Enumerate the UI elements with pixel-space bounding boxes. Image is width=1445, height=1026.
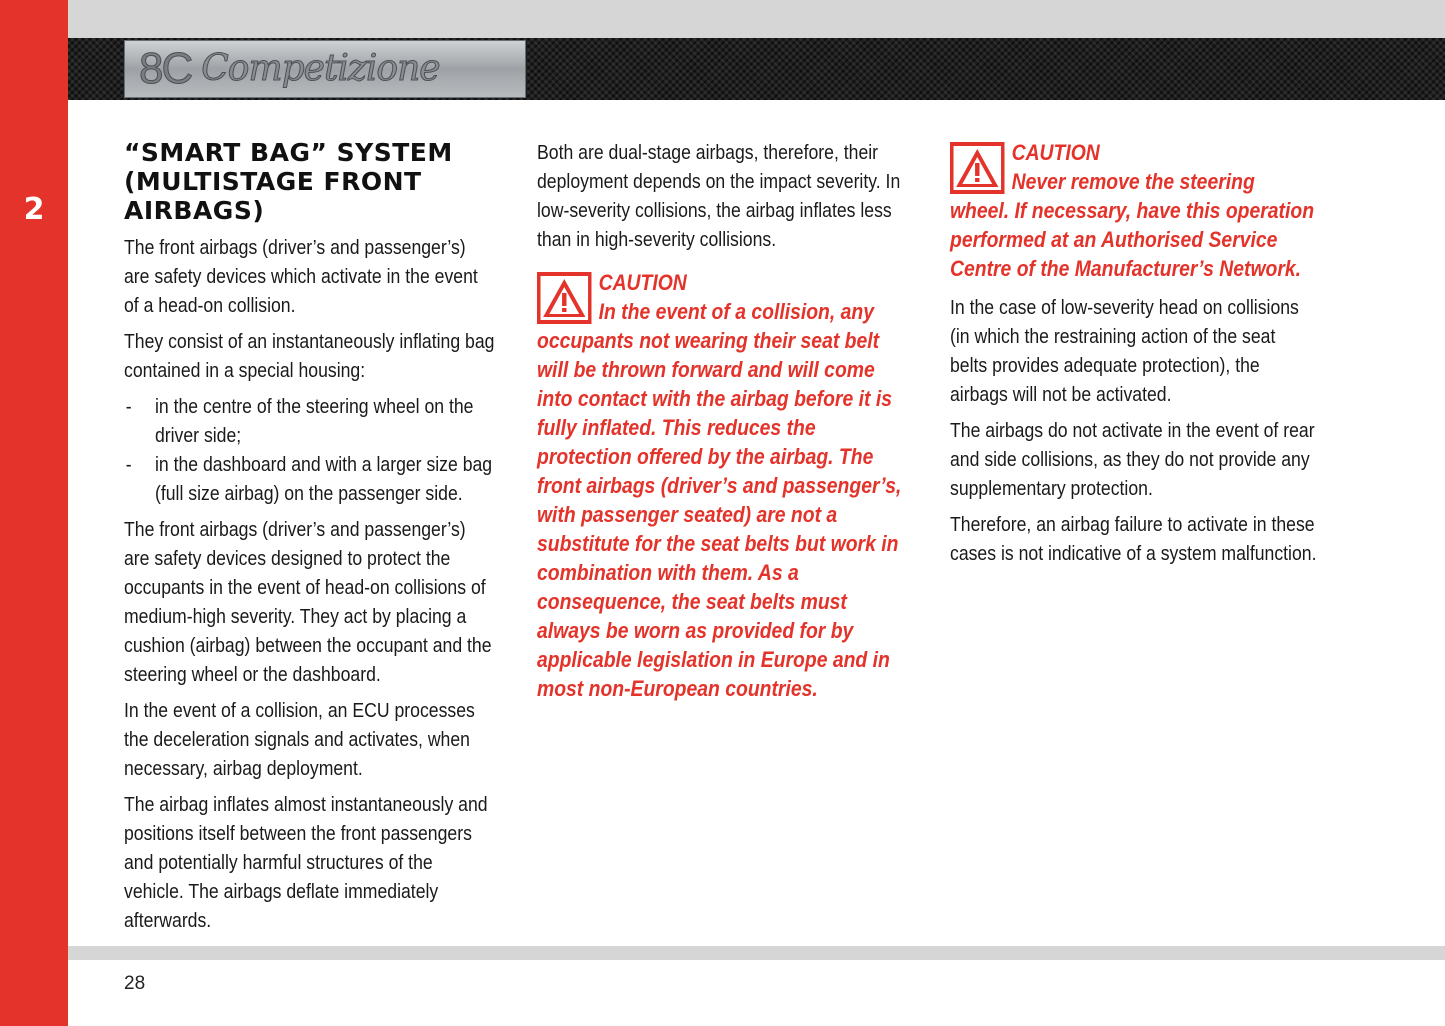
header-top-bar bbox=[68, 0, 1445, 38]
paragraph: The airbag inflates almost instantaneously and positions itself between the front passengers and potentially harmful structures of the vehicle. The airbags deflate immediately afterwards. bbox=[124, 793, 488, 932]
section-heading: “SMART BAG” SYSTEM (MULTISTAGE FRONT AIRBAGS) bbox=[124, 138, 453, 225]
paragraph: Both are dual-stage airbags, therefore, their deployment depends on the impact severity. In low-severity collisions, the airbag inflates less than in high-severity collisions. bbox=[537, 141, 901, 251]
warning-triangle-icon bbox=[950, 142, 1005, 194]
list-item bbox=[124, 450, 495, 508]
caution-block bbox=[537, 268, 905, 703]
page-number: 28 bbox=[124, 973, 146, 994]
bullet-dash: - bbox=[125, 453, 132, 476]
bullet-dash: - bbox=[125, 395, 132, 418]
paragraph: The front airbags (driver’s and passenger’s) are safety devices designed to protect the occupants in the event of head-on collisions of medium-high severity. They act by placing a cushion (airbag) between the occupant and the steering wheel or the dashboard. bbox=[124, 518, 492, 686]
caution-text: In the event of a collision, any occupants not wearing their seat belt will be thrown forward and will come into contact with the airbag before it is fully inflated. This reduces the protection offered by the airbag. The front airbags (driver’s and passenger’s, with passenger seated) are not a substitute for the seat belts but work in combination with them. As a consequence, the seat belts must always be worn as provided for by applicable legislation in Europe and in most non-European countries. bbox=[537, 299, 902, 701]
paragraph: Therefore, an airbag failure to activate in these cases is not indicative of a system malfunction. bbox=[950, 513, 1317, 565]
column-middle bbox=[537, 138, 905, 703]
footer-band bbox=[68, 946, 1445, 960]
list-item-text: in the dashboard and with a larger size bag (full size airbag) on the passenger side. bbox=[154, 453, 493, 505]
paragraph: In the case of low-severity head on collisions (in which the restraining action of the seat belts provides adequate protection), the airbags will not be activated. bbox=[950, 296, 1299, 406]
caution-text: Never remove the steering wheel. If necessary, have this operation performed at an Authorised Service Centre of the Manufacturer’s Network. bbox=[950, 169, 1315, 281]
chapter-side-tab bbox=[0, 0, 68, 1026]
column-left bbox=[124, 138, 496, 942]
paragraph: The airbags do not activate in the event of rear and side collisions, as they do not provide any supplementary protection. bbox=[950, 419, 1315, 500]
model-logo bbox=[124, 40, 526, 98]
caution-block bbox=[950, 138, 1318, 283]
caution-title: CAUTION bbox=[1011, 140, 1100, 165]
chapter-number: 2 bbox=[23, 192, 45, 227]
list-item bbox=[124, 392, 495, 450]
list-item-text: in the centre of the steering wheel on the driver side; bbox=[154, 395, 474, 447]
bullet-list bbox=[124, 392, 495, 508]
column-right bbox=[950, 138, 1318, 575]
logo-prefix: 8C bbox=[139, 44, 192, 93]
warning-triangle-icon bbox=[537, 272, 592, 324]
paragraph: They consist of an instantaneously inflating bag contained in a special housing: bbox=[124, 330, 495, 382]
paragraph: In the event of a collision, an ECU processes the deceleration signals and activates, when necessary, airbag deployment. bbox=[124, 699, 475, 780]
caution-title: CAUTION bbox=[598, 270, 687, 295]
logo-script: Competizione bbox=[201, 48, 440, 89]
paragraph: The front airbags (driver’s and passenger’s) are safety devices which activate in the event of a head-on collision. bbox=[124, 236, 478, 317]
